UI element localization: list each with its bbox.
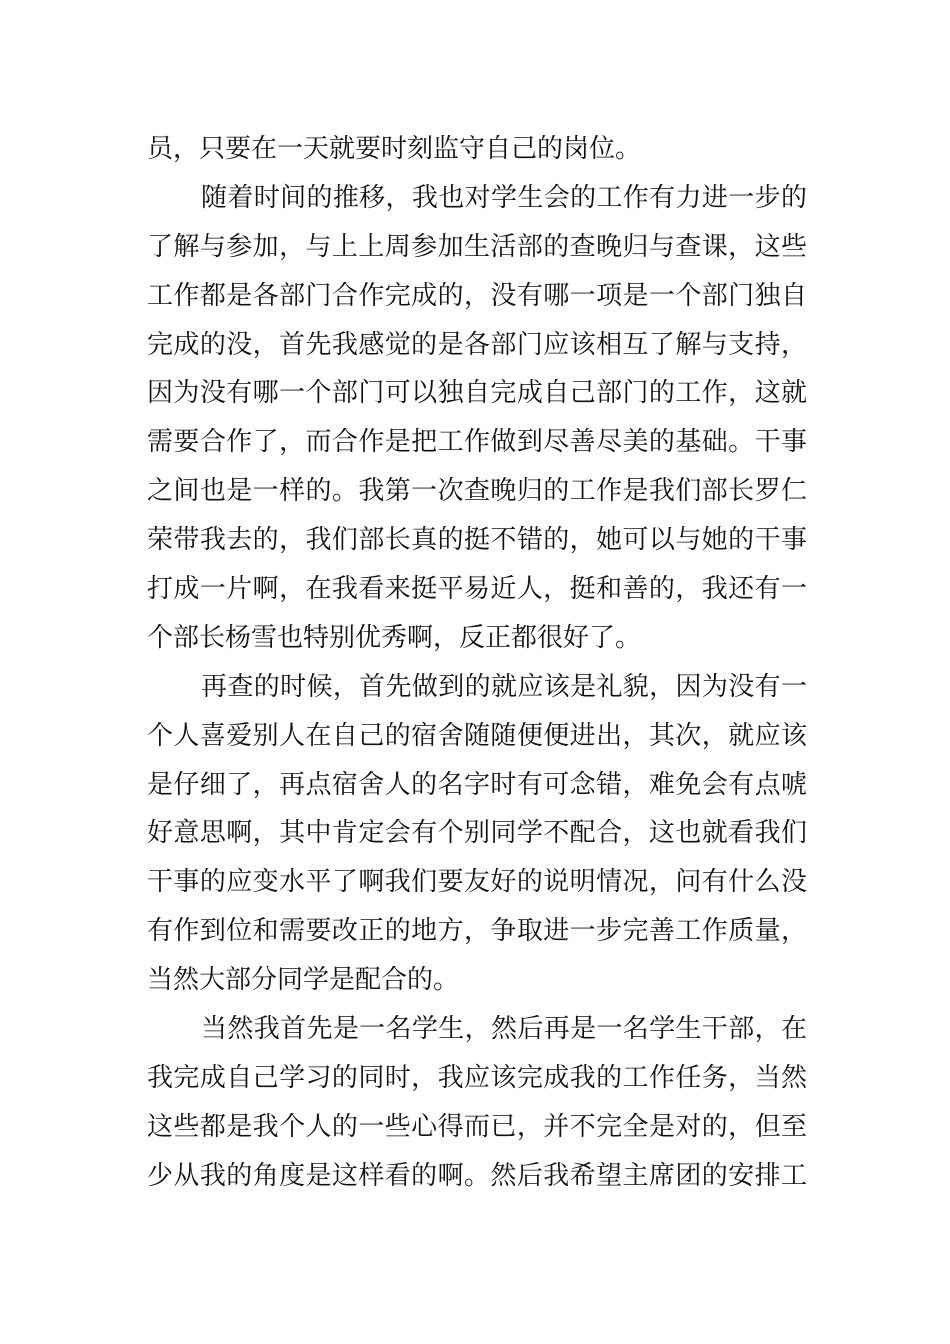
text-line: 了解与参加，与上上周参加生活部的查晚归与查课，这些 bbox=[147, 231, 807, 262]
text-line: 个部长杨雪也特别优秀啊，反正都很好了。 bbox=[147, 622, 642, 653]
text-line: 完成的没，首先我感觉的是各部门应该相互了解与支持， bbox=[147, 329, 807, 360]
text-line: 之间也是一样的。我第一次查晚归的工作是我们部长罗仁 bbox=[147, 476, 807, 507]
paragraph-first-line: 随着时间的推移，我也对学生会的工作有力进一步的 bbox=[201, 182, 807, 213]
text-line: 工作都是各部门合作完成的，没有哪一项是一个部门独自 bbox=[147, 280, 807, 311]
text-line: 有作到位和需要改正的地方，争取进一步完善工作质量， bbox=[147, 916, 807, 947]
text-line: 我完成自己学习的同时，我应该完成我的工作任务，当然 bbox=[147, 1062, 807, 1093]
text-line: 需要合作了，而合作是把工作做到尽善尽美的基础。干事 bbox=[147, 427, 807, 458]
text-line: 干事的应变水平了啊我们要友好的说明情况，问有什么没 bbox=[147, 867, 807, 898]
paragraph-first-line: 当然我首先是一名学生，然后再是一名学生干部，在 bbox=[201, 1014, 807, 1045]
text-line: 荣带我去的，我们部长真的挺不错的，她可以与她的干事 bbox=[147, 525, 807, 556]
text-line: 因为没有哪一个部门可以独自完成自己部门的工作，这就 bbox=[147, 378, 807, 409]
body-text bbox=[147, 125, 807, 1201]
paragraph-first-line: 再查的时候，首先做到的就应该是礼貌，因为没有一 bbox=[201, 671, 807, 702]
text-line: 员，只要在一天就要时刻监守自己的岗位。 bbox=[147, 134, 642, 164]
text-line: 少从我的角度是这样看的啊。然后我希望主席团的安排工 bbox=[147, 1160, 807, 1191]
text-line: 个人喜爱别人在自己的宿舍随随便便进出，其次，就应该 bbox=[147, 720, 807, 751]
text-line: 当然大部分同学是配合的。 bbox=[147, 965, 460, 996]
text-line: 是仔细了，再点宿舍人的名字时有可念错，难免会有点唬 bbox=[147, 769, 807, 800]
text-line: 打成一片啊，在我看来挺平易近人，挺和善的，我还有一 bbox=[147, 574, 807, 605]
text-line: 好意思啊，其中肯定会有个别同学不配合，这也就看我们 bbox=[147, 818, 807, 849]
text-line: 这些都是我个人的一些心得而已，并不完全是对的，但至 bbox=[147, 1111, 807, 1142]
